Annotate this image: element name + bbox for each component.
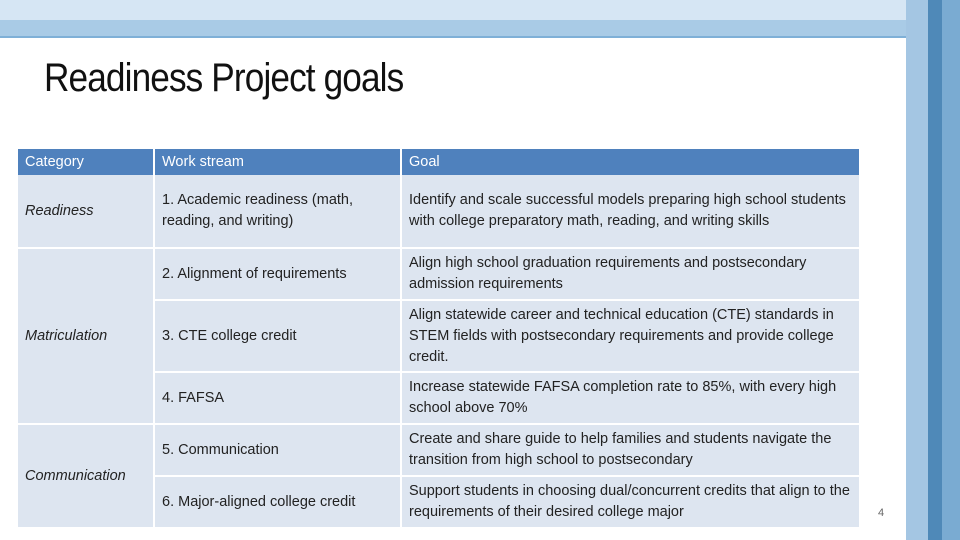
category-cell: Matriculation [18, 248, 154, 424]
work-stream-cell: 4. FAFSA [154, 372, 401, 424]
header-goal: Goal [401, 149, 860, 175]
table-row [18, 424, 860, 476]
work-stream-detail: (math, reading, and writing) [162, 192, 354, 229]
header-category: Category [18, 149, 154, 175]
goal-cell: Align statewide career and technical education (CTE) standards in STEM fields with postsecondary requirements and provide college credit. [401, 300, 860, 372]
category-cell: Communication [18, 424, 154, 528]
goal-cell: Support students in choosing dual/concurrent credits that align to the requirements of their desired college major [401, 476, 860, 528]
slide-title: Readiness Project goals [44, 56, 404, 100]
right-decor-bar-3 [942, 0, 960, 540]
header-work-stream: Work stream [154, 149, 401, 175]
table-row [18, 175, 860, 248]
work-stream-cell: 3. CTE college credit [154, 300, 401, 372]
goal-cell: Align high school graduation requirements and postsecondary admission requirements [401, 248, 860, 300]
goal-cell: Identify and scale successful models preparing high school students with college preparatory math, reading, and writing skills [401, 175, 860, 248]
work-stream-cell: 6. Major-aligned college credit [154, 476, 401, 528]
right-decor-bar-1 [906, 0, 928, 540]
work-stream-cell: 2. Alignment of requirements [154, 248, 401, 300]
work-stream-cell: 5. Communication [154, 424, 401, 476]
category-cell: Readiness [18, 175, 154, 248]
top-decor-line [0, 36, 960, 38]
goal-cell: Create and share guide to help families and students navigate the transition from high school to postsecondary [401, 424, 860, 476]
work-stream-title: 1. Academic readiness [162, 192, 308, 208]
goals-table [18, 149, 861, 529]
right-decor-bar-2 [928, 0, 942, 540]
top-decor-band [0, 0, 960, 22]
slide-number: 4 [878, 507, 885, 519]
table-row [18, 248, 860, 300]
table-header-row [18, 149, 860, 175]
work-stream-cell [154, 175, 401, 248]
goal-cell: Increase statewide FAFSA completion rate to 85%, with every high school above 70% [401, 372, 860, 424]
